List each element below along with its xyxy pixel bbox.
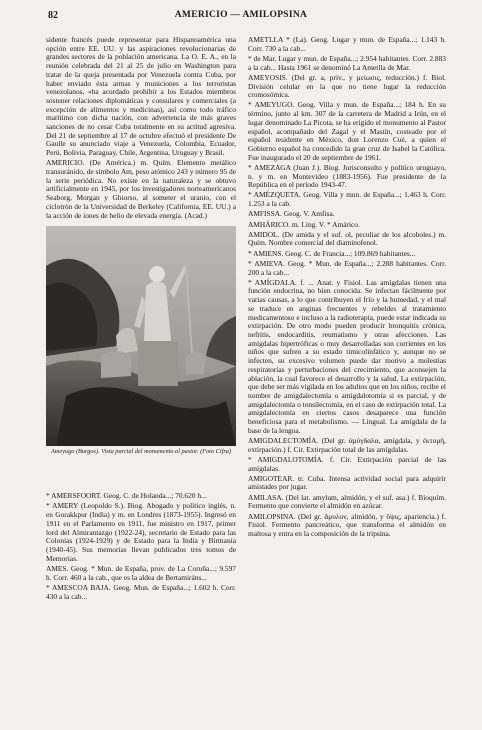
entry-amidol: AMIDOL. (De amida y el suf. ol, peculiar de los alcoholes.) m. Quím. Nombre comercial del diaminofenol. — [248, 229, 446, 248]
entry-amigotear: AMIGOTEAR. tr. Cuba. Intensa actividad social para adquirir amistades por jugar. — [248, 473, 446, 492]
entry-amezaga: * AMEZAGA (Juan J.). Biog. Jurisconsulto y político uruguayo, n. y m. en Montevideo (1883-1956). Fue presidente de la República en el período 1943-47. — [248, 162, 446, 190]
photo-caption: Ameyugo (Burgos). Vista parcial del monumento al pastor. (Foto Cifra) — [50, 448, 232, 456]
left-column — [46, 36, 236, 603]
entry-ameyugo: * AMEYUGO. Geog. Villa y mun. de España...; 184 h. En su término, junto al km. 307 de la carretera de Madrid a Irún, en el lugar denominado La Picota, se ha erigido el monumento al Pastor español, acompañado del Zagal y el Mastín, costeado por el español residente en México, don Lorenzo Cué, a quien el Gobierno español ha concedido la gran cruz de Isabel la Católica. Fue inaugurado el 20 de septiembre de 1961. — [248, 100, 446, 162]
entry-amharico: AMHÁRICO. m. Ling. V. * Amárico. — [248, 219, 360, 229]
entry-amigdalotomia: * AMIGDALOTOMÍA. f. Cir. Extirpación parcial de las amígdalas. — [248, 454, 446, 473]
entry-amersfoort: * AMERSFOORT. Geog. C. de Holanda...; 70.620 h... — [46, 491, 207, 501]
entry-ames: AMES. Geog. * Mun. de España, prov. de La Coruña...; 9.597 h. Corr. 460 a la cab., que es la aldea de Bertamiráns... — [46, 563, 236, 582]
entry-amigdala: * AMÍGDALA. f. ... Anat. y Fisiol. Las amígdalas tienen una función endocrina, no bien conocida. Se infectan fácilmente por varias causas, a lo que contribuyen el frío y la humedad, y el mal se traduce en anginas frecuentes y rebeldes al tratamiento medicamentoso e incluso a la radioterapia, puede estar indicada su extirpación. De otro modo pueden producir bronquitis crónica, nefritis, endocarditis, reumatismo y otras afecciones. Las amígdalas hipertróficas o muy desarrolladas son corrientes en los niños que sufren a su estado timicolinfático y, aunque no se infecten, su excesivo volumen puede dar motivo a molestias respiratorias y perturbaciones del crecimiento, que aconsejen la ablación, la cual favorece el desarrollo y la salud. La extirpación, que debe ser más vigilada en los adultos que en los niños, recibe el nombre de amigdalectomía o amigdalotomía si es parcial, y de amigdalectomía o tonsilectomía, en el caso de extirpación total. La amigdalectomía en ciertos casos desaparece una función beneficiosa para el metabolismo. — Lingual. La amígdala de la base de la lengua. — [248, 277, 446, 435]
entry-amescoa-baja: * AMESCOA BAJA. Geog. Mun. de España...; 1.602 h. Corr. 430 a la cab... — [46, 582, 236, 601]
running-title: AMERICIO — AMILOPSINA — [174, 10, 308, 20]
entry-amieva: * AMIEVA. Geog. * Mun. de España...; 2.288 habitantes. Corr. 200 a la cab... — [248, 258, 446, 277]
entry-ameyosis: AMEYOSIS. (Del gr. a, priv., y μείωσις, reducción.) f. Biol. División celular en la que no tiene lugar la reducción cromosómica. — [248, 72, 446, 100]
entry-amezqueta: * AMÉZQUETA. Geog. Villa y mun. de España...; 1.463 h. Corr. 1.253 a la cab. — [248, 190, 446, 209]
photo-image — [46, 226, 236, 446]
entry-amilasa: AMILASA. (Del lat. amylum, almidón, y el suf. asa.) f. Bioquím. Fermento que convierte el almidón en azúcar. — [248, 492, 446, 511]
entry-ametlla: AMETLLA * (La). Geog. Lugar y mun. de España...; 1.143 h. Corr. 730 a la cab... — [248, 35, 446, 53]
entry-amiens: * AMIENS. Geog. C. de Francia...; 109.869 habitantes... — [248, 248, 416, 258]
right-column — [248, 36, 446, 540]
monument-photo — [46, 226, 236, 486]
entry-amery: * AMERY (Leopoldo S.). Biog. Abogado y político inglés, n. en Gorakkpur (India) y m. en Londres (1873-1955). Ingresó en 1911 en el Parlamento en 1911, fue ministro en 1917, primer lord del Almirantazgo (1922-24), secretario de Estado para las Colonias (1924-1929) y de Estado para la India y Birmania (1940-45). Sus memorias llevan publicados tres tomos de Memorias. — [46, 501, 236, 563]
entry-americio: AMERICIO. (De América.) m. Quím. Elemento metálico transuránido, de símbolo Am, peso atómico 243 y número 95 de la serie periódica. No existe en la naturaleza y se obtuvo artificialmente en 1945, por los investigadores norteamericanos Seaborg, Morgan y Ghiorso, al someter el uranio, con el ciclotrón de la Universidad de Berkeley (California, EE. UU.) a la acción de iones de helio de elevada energía. (Acad.) — [46, 158, 236, 220]
paragraph: sidente francés puede representar para Hispanoamérica una opción entre EE. UU. y las aspiraciones revolucionarias de grandes sectores de la población americana. La O. E. A., en la reunión celebrada del 21 al 25 de julio en Washington para tratar de la queja presentada por Venezuela contra Cuba, por haber enviado ésta armas y municiones a los terroristas venezolanos, «ha acordado prohibir a los Estados miembros sostener relaciones diplomáticas y consulares y comerciales (a excepción de alimentos y medicinas), así como todo tráfico marítimo con dicha nación, con advertencia de más graves sanciones de no cesar Cuba totalmente en su actitud agresiva. Del 21 de septiembre al 17 de octubre efectuó el presidente De Gaulle su anunciado viaje a Venezuela, Colombia, Ecuador, Perú, Bolivia, Paraguay, Chile, Argentina, Uruguay y Brasil. — [46, 35, 236, 158]
page-number: 82 — [48, 10, 58, 21]
page-header — [0, 10, 482, 26]
entry-ametlla-de-mar: * de Mar. Lugar y mun. de España...; 2.954 habitantes. Corr. 2.883 a la cab... Hasta 1961 se denominó La Ametlla de Mar. — [248, 53, 446, 72]
entry-amigdalectomia: AMIGDALECTOMÍA. (Del gr. ἀμύγδαλα, amígdala, y ἐκτομή, extirpación.) f. Cir. Extirpación total de las amígdalas. — [248, 435, 446, 454]
entry-amilopsina: AMILOPSINA. (Del gr. ἄμυλον, almidón, y ὄψις, apariencia.) f. Fisiol. Fermento pancreático, que transforma el almidón en maltosa y entra en la composición de la tripsina. — [248, 511, 446, 538]
entry-amfissa: AMFISSA. Geog. V. Amfisa. — [248, 209, 335, 219]
